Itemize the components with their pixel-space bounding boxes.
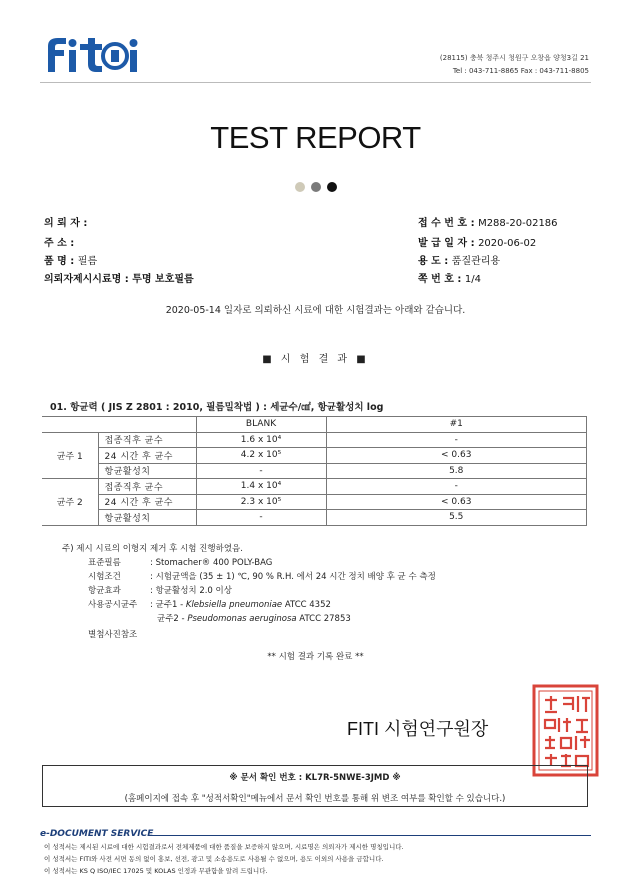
client-row (44, 214, 87, 229)
note-effect (88, 584, 436, 598)
cell-sample: - (326, 432, 587, 448)
note-strain-1-atcc: ATCC 4352 (282, 600, 331, 610)
table-row (42, 463, 587, 479)
note-strain-label: 사용공시균주 (88, 600, 138, 610)
table-row (42, 448, 587, 464)
issue-date-label: 발 급 일 자 : (418, 238, 475, 249)
page-no-row (418, 270, 481, 285)
note-strain-1 (88, 598, 436, 612)
cell-blank: 1.4 x 10⁴ (196, 479, 326, 495)
cell-sample: < 0.63 (326, 494, 587, 510)
cell-blank: - (196, 510, 326, 526)
footer-note-1: 이 성적서는 제시된 시료에 대한 시험결과로서 전체제품에 대한 품질을 보증하지 않으며, 시료명은 의뢰자가 제시한 명칭입니다. (44, 843, 404, 851)
official-seal-icon (532, 684, 599, 777)
footer-note-2: 이 성적서는 FITI와 사전 서면 동의 없이 홍보, 선전, 광고 및 소송용도로 사용될 수 없으며, 용도 이외의 사용을 금합니다. (44, 855, 384, 863)
product-label: 품 명 : (44, 256, 75, 267)
cell-sample: 5.8 (326, 463, 587, 479)
note-attachment: 별첨사진참조 (88, 630, 138, 640)
e-document-service-title: e-DOCUMENT SERVICE (40, 829, 154, 839)
cell-blank: 2.3 x 10⁵ (196, 494, 326, 510)
note-strain-1-prefix: : 균주1 - (150, 600, 186, 610)
client-label: 의 뢰 자 : (44, 218, 88, 229)
note-condition-value: : 시험균액을 (35 ± 1) ℃, 90 % R.H. 에서 24 시간 정치 배양 후 균 수 측정 (150, 572, 436, 582)
note-effect-value: : 항균활성치 2.0 이상 (150, 586, 232, 596)
dot-2 (311, 182, 321, 192)
address-row (44, 234, 74, 249)
cell-sample: 5.5 (326, 510, 587, 526)
section-title: ■ 시 험 결 과 ■ (262, 354, 369, 365)
row-label: 24 시간 후 균수 (98, 494, 196, 510)
confirm-instruction: (홈페이지에 접속 후 "성적서확인"메뉴에서 문서 확인 번호를 통해 위 변조 여부를 확인할 수 있습니다.) (124, 794, 506, 804)
cell-blank: - (196, 463, 326, 479)
page-no-value: 1/4 (464, 274, 482, 285)
row-label: 접종직후 균수 (98, 479, 196, 495)
note-std-film-value: : Stomacher® 400 POLY-BAG (150, 558, 273, 568)
notes-block (62, 542, 436, 642)
product-row (44, 252, 97, 267)
director-signature: FITI 시험연구원장 (347, 719, 489, 739)
test-heading: 01. 항균력 ( JIS Z 2801 : 2010, 필름밀착법 ) : 세균수/㎠, 항균활성치 log (50, 402, 384, 413)
fiti-logo (44, 34, 142, 74)
row-label: 항균활성치 (98, 463, 196, 479)
purpose-row (418, 252, 500, 267)
header-empty-2 (98, 417, 196, 433)
row-label: 24 시간 후 균수 (98, 448, 196, 464)
table-row (42, 494, 587, 510)
record-complete: ** 시험 결과 기록 완료 ** (267, 652, 364, 662)
receipt-no-value: M288-20-02186 (478, 218, 558, 229)
note-std-film (88, 556, 436, 570)
header-empty-1 (42, 417, 98, 433)
strain-1: 균주 1 (42, 432, 98, 479)
intro-text: 2020-05-14 일자로 의뢰하신 시료에 대한 시험결과는 아래와 같습니다. (165, 305, 466, 316)
dot-3 (327, 182, 337, 192)
issue-date-value: 2020-06-02 (478, 238, 537, 249)
note-strain-2-species: Pseudomonas aeruginosa (187, 614, 297, 624)
dot-1 (295, 182, 305, 192)
report-title: TEST REPORT (210, 120, 421, 155)
document-confirm-box (42, 765, 588, 807)
cell-sample: < 0.63 (326, 448, 587, 464)
footer-notes (44, 841, 404, 877)
note-strain-2-prefix: 균주2 - (157, 614, 188, 624)
results-table (42, 416, 587, 526)
table-row (42, 432, 587, 448)
table-header-row (42, 417, 587, 433)
sample-name-row (44, 270, 194, 285)
purpose-label: 용 도 : (418, 256, 449, 267)
receipt-no-label: 접 수 번 호 : (418, 218, 475, 229)
table-row (42, 479, 587, 495)
header-sample: #1 (326, 417, 587, 433)
header-divider (40, 82, 591, 83)
page-no-label: 쪽 번 호 : (418, 274, 462, 285)
purpose-value: 품질관리용 (451, 256, 501, 267)
note-effect-label: 항균효과 (88, 586, 121, 596)
address-label: 주 소 : (44, 238, 75, 249)
sample-name-label: 의뢰자제시시료명 : (44, 274, 129, 285)
cell-sample: - (326, 479, 587, 495)
sample-name-value: 투명 보호필름 (132, 274, 194, 285)
contact: Tel : 043-711-8865 Fax : 043-711-8805 (452, 67, 589, 75)
confirm-number: ※ 문서 확인 번호 : KL7R-5NWE-3JMD ※ (229, 773, 401, 783)
product-value: 필름 (77, 256, 98, 267)
row-label: 접종직후 균수 (98, 432, 196, 448)
address-block (440, 52, 589, 78)
note-strain-2 (157, 612, 436, 626)
cell-blank: 1.6 x 10⁴ (196, 432, 326, 448)
footer-note-3: 이 성적서는 KS Q ISO/IEC 17025 및 KOLAS 인정과 무관함을 알려 드립니다. (44, 867, 268, 875)
note-strain-2-atcc: ATCC 27853 (296, 614, 351, 624)
receipt-no-row (418, 214, 558, 229)
strain-2: 균주 2 (42, 479, 98, 526)
header-blank: BLANK (196, 417, 326, 433)
row-label: 항균활성치 (98, 510, 196, 526)
note-main: 주) 제시 시료의 이형지 제거 후 시험 진행하였음. (62, 544, 243, 554)
note-condition (88, 570, 436, 584)
issue-date-row (418, 234, 536, 249)
title-dots (0, 177, 631, 196)
address: (28115) 충북 청주시 청원구 오창읍 양청3길 21 (439, 54, 589, 62)
cell-blank: 4.2 x 10⁵ (196, 448, 326, 464)
note-strain-1-species: Klebsiella pneumoniae (185, 600, 283, 610)
note-std-film-label: 표준필름 (88, 558, 121, 568)
table-row (42, 510, 587, 526)
footer-divider (150, 835, 591, 836)
note-condition-label: 시험조건 (88, 572, 121, 582)
